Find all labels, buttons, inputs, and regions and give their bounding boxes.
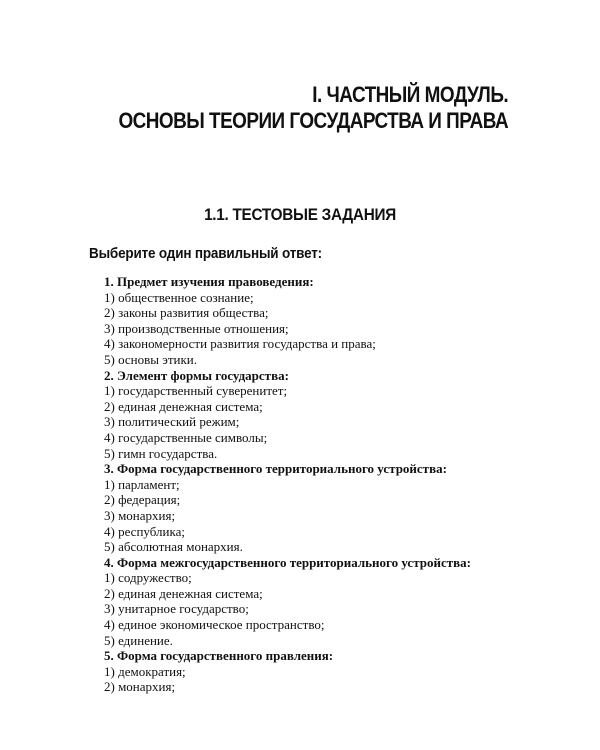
answer-option: 4) единое экономическое пространство;: [104, 617, 325, 633]
question-block: [104, 648, 544, 695]
answer-option: 3) производственные отношения;: [104, 320, 289, 336]
answer-option: 3) политический режим;: [104, 414, 240, 430]
answer-option: 1) государственный суверенитет;: [104, 383, 288, 399]
question-block: [104, 461, 544, 555]
answer-option: 2) единая денежная система;: [104, 398, 263, 414]
answer-option: 3) монархия;: [104, 507, 176, 523]
question-text: 5. Форма государственного правления:: [104, 648, 334, 664]
answer-option: 4) республика;: [104, 523, 185, 539]
question-text: 2. Элемент формы государства:: [104, 367, 289, 383]
answer-option: 5) основы этики.: [104, 351, 197, 367]
answer-option: 4) закономерности развития государства и права;: [104, 336, 376, 352]
answer-option: 1) содружество;: [104, 570, 192, 586]
question-text: 1. Предмет изучения правоведения:: [104, 274, 314, 289]
answer-option: 2) единая денежная система;: [104, 585, 263, 601]
instruction-text: Выберите один правильный ответ:: [89, 245, 323, 262]
answer-option: 4) государственные символы;: [104, 429, 268, 445]
question-text: 3. Форма государственного территориального устройства:: [104, 461, 447, 477]
answer-option: 3) унитарное государство;: [104, 601, 249, 617]
chapter-title-line-2: ОСНОВЫ ТЕОРИИ ГОСУДАРСТВА И ПРАВА: [118, 108, 508, 133]
answer-option: 1) общественное сознание;: [104, 289, 254, 305]
answer-option: 1) парламент;: [104, 476, 180, 492]
section-title: 1.1. ТЕСТОВЫЕ ЗАДАНИЯ: [204, 205, 396, 224]
question-list: [104, 274, 544, 695]
question-block: [104, 368, 544, 462]
answer-option: 5) гимн государства.: [104, 445, 218, 461]
question-block: [104, 274, 544, 368]
answer-option: 1) демократия;: [104, 663, 186, 679]
chapter-title-line-1: I. ЧАСТНЫЙ МОДУЛЬ.: [312, 82, 508, 107]
answer-option: 5) единение.: [104, 632, 173, 648]
answer-option: 2) федерация;: [104, 492, 181, 508]
chapter-title: [118, 82, 508, 134]
question-text: 4. Форма межгосударственного территориального устройства:: [104, 554, 471, 570]
answer-option: 5) абсолютная монархия.: [104, 539, 243, 555]
answer-option: 2) законы развития общества;: [104, 305, 269, 321]
answer-option: 2) монархия;: [104, 679, 176, 695]
question-block: [104, 555, 544, 649]
